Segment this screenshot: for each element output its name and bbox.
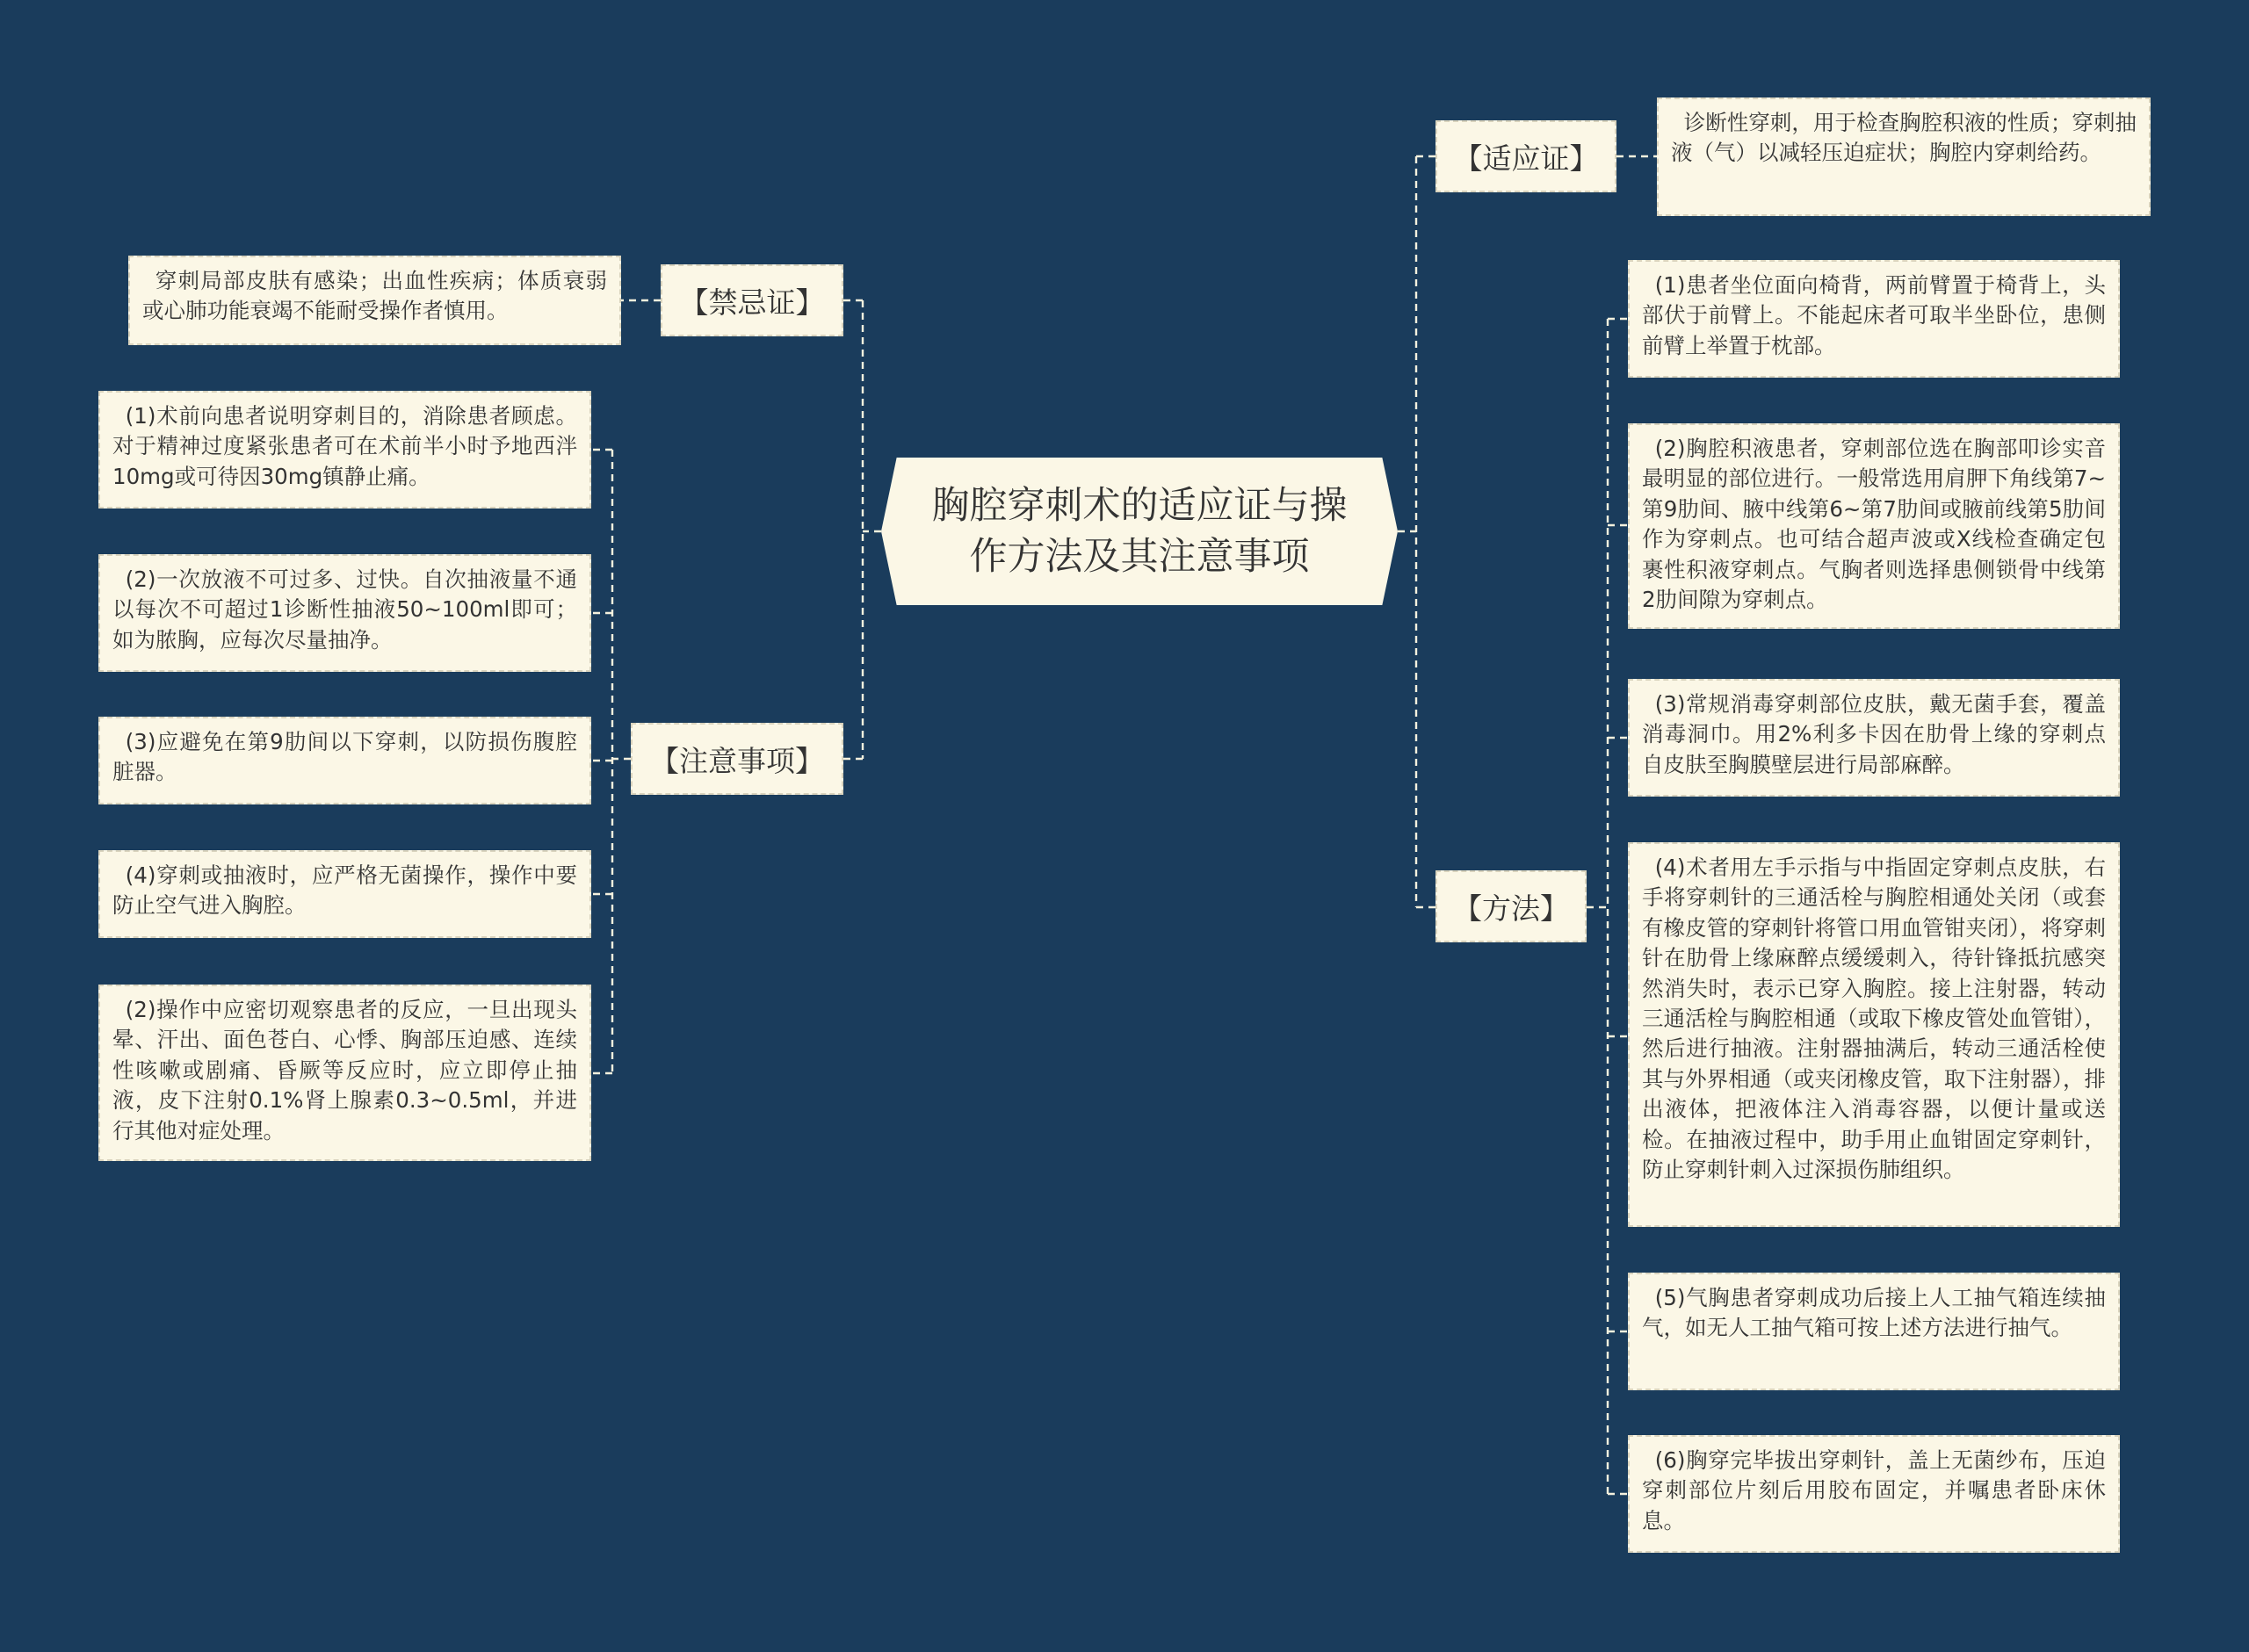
leaf-method-2[interactable]: (2)胸腔积液患者，穿刺部位选在胸部叩诊实音最明显的部位进行。一般常选用肩胛下角线第7~第9肋间、腋中线第6~第7肋间或腋前线第5肋间作为穿刺点。也可结合超声波或X线检查确定包裹性积液穿刺点。气胸者则选择患侧锁骨中线第2肋间隙为穿刺点。 <box>1628 423 2120 629</box>
leaf-method-1[interactable]: (1)患者坐位面向椅背，两前臂置于椅背上，头部伏于前臂上。不能起床者可取半坐卧位，患侧前臂上举置于枕部。 <box>1628 260 2120 378</box>
leaf-contraindication-1[interactable]: 穿刺局部皮肤有感染；出血性疾病；体质衰弱或心肺功能衰竭不能耐受操作者慎用。 <box>128 256 621 345</box>
leaf-precaution-3[interactable]: (3)应避免在第9肋间以下穿刺，以防损伤腹腔脏器。 <box>98 717 591 804</box>
branch-contraindications-label: 【禁忌证】 <box>679 285 825 320</box>
leaf-method-4[interactable]: (4)术者用左手示指与中指固定穿刺点皮肤，右手将穿刺针的三通活栓与胸腔相通处关闭（或套有橡皮管的穿刺针将管口用血管钳夹闭），将穿刺针在肋骨上缘麻醉点缓缓刺入，待针锋抵抗感突然消失时，表示已穿入胸腔。接上注射器，转动三通活栓与胸腔相通（或取下橡皮管处血管钳），然后进行抽液。注射器抽满后，转动三通活栓使其与外界相通（或夹闭橡皮管，取下注射器），排出液体，把液体注入消毒容器，以便计量或送检。在抽液过程中，助手用止血钳固定穿刺针，防止穿刺针刺入过深损伤肺组织。 <box>1628 842 2120 1227</box>
leaf-indication-1[interactable]: 诊断性穿刺，用于检查胸腔积液的性质；穿刺抽液（气）以减轻压迫症状；胸腔内穿刺给药。 <box>1657 97 2151 216</box>
branch-indications[interactable] <box>1435 120 1616 192</box>
branch-contraindications[interactable] <box>661 264 843 336</box>
leaf-method-5[interactable]: (5)气胸患者穿刺成功后接上人工抽气箱连续抽气，如无人工抽气箱可按上述方法进行抽气。 <box>1628 1273 2120 1390</box>
branch-precautions[interactable] <box>631 723 843 795</box>
central-topic-title: 胸腔穿刺术的适应证与操作方法及其注意事项 <box>931 484 1348 579</box>
leaf-precaution-1[interactable]: (1)术前向患者说明穿刺目的，消除患者顾虑。对于精神过度紧张患者可在术前半小时予地西泮10mg或可待因30mg镇静止痛。 <box>98 391 591 509</box>
branch-indications-label: 【适应证】 <box>1453 141 1599 176</box>
leaf-precaution-2[interactable]: (2)一次放液不可过多、过快。自次抽液量不通以每次不可超过1诊断性抽液50~100ml即可；如为脓胸，应每次尽量抽净。 <box>98 554 591 672</box>
leaf-precaution-5[interactable]: (2)操作中应密切观察患者的反应，一旦出现头晕、汗出、面色苍白、心悸、胸部压迫感、连续性咳嗽或剧痛、昏厥等反应时，应立即停止抽液，皮下注射0.1%肾上腺素0.3~0.5ml，并进行其他对症处理。 <box>98 985 591 1161</box>
leaf-precaution-4[interactable]: (4)穿刺或抽液时，应严格无菌操作，操作中要防止空气进入胸腔。 <box>98 850 591 938</box>
central-topic[interactable] <box>881 458 1398 605</box>
branch-methods[interactable] <box>1435 870 1587 942</box>
leaf-method-3[interactable]: (3)常规消毒穿刺部位皮肤，戴无菌手套，覆盖消毒洞巾。用2%利多卡因在肋骨上缘的穿刺点自皮肤至胸膜壁层进行局部麻醉。 <box>1628 679 2120 797</box>
branch-precautions-label: 【注意事项】 <box>650 743 824 778</box>
branch-methods-label: 【方法】 <box>1453 891 1569 926</box>
leaf-method-6[interactable]: (6)胸穿完毕拔出穿刺针，盖上无菌纱布，压迫穿刺部位片刻后用胶布固定，并嘱患者卧床休息。 <box>1628 1435 2120 1553</box>
